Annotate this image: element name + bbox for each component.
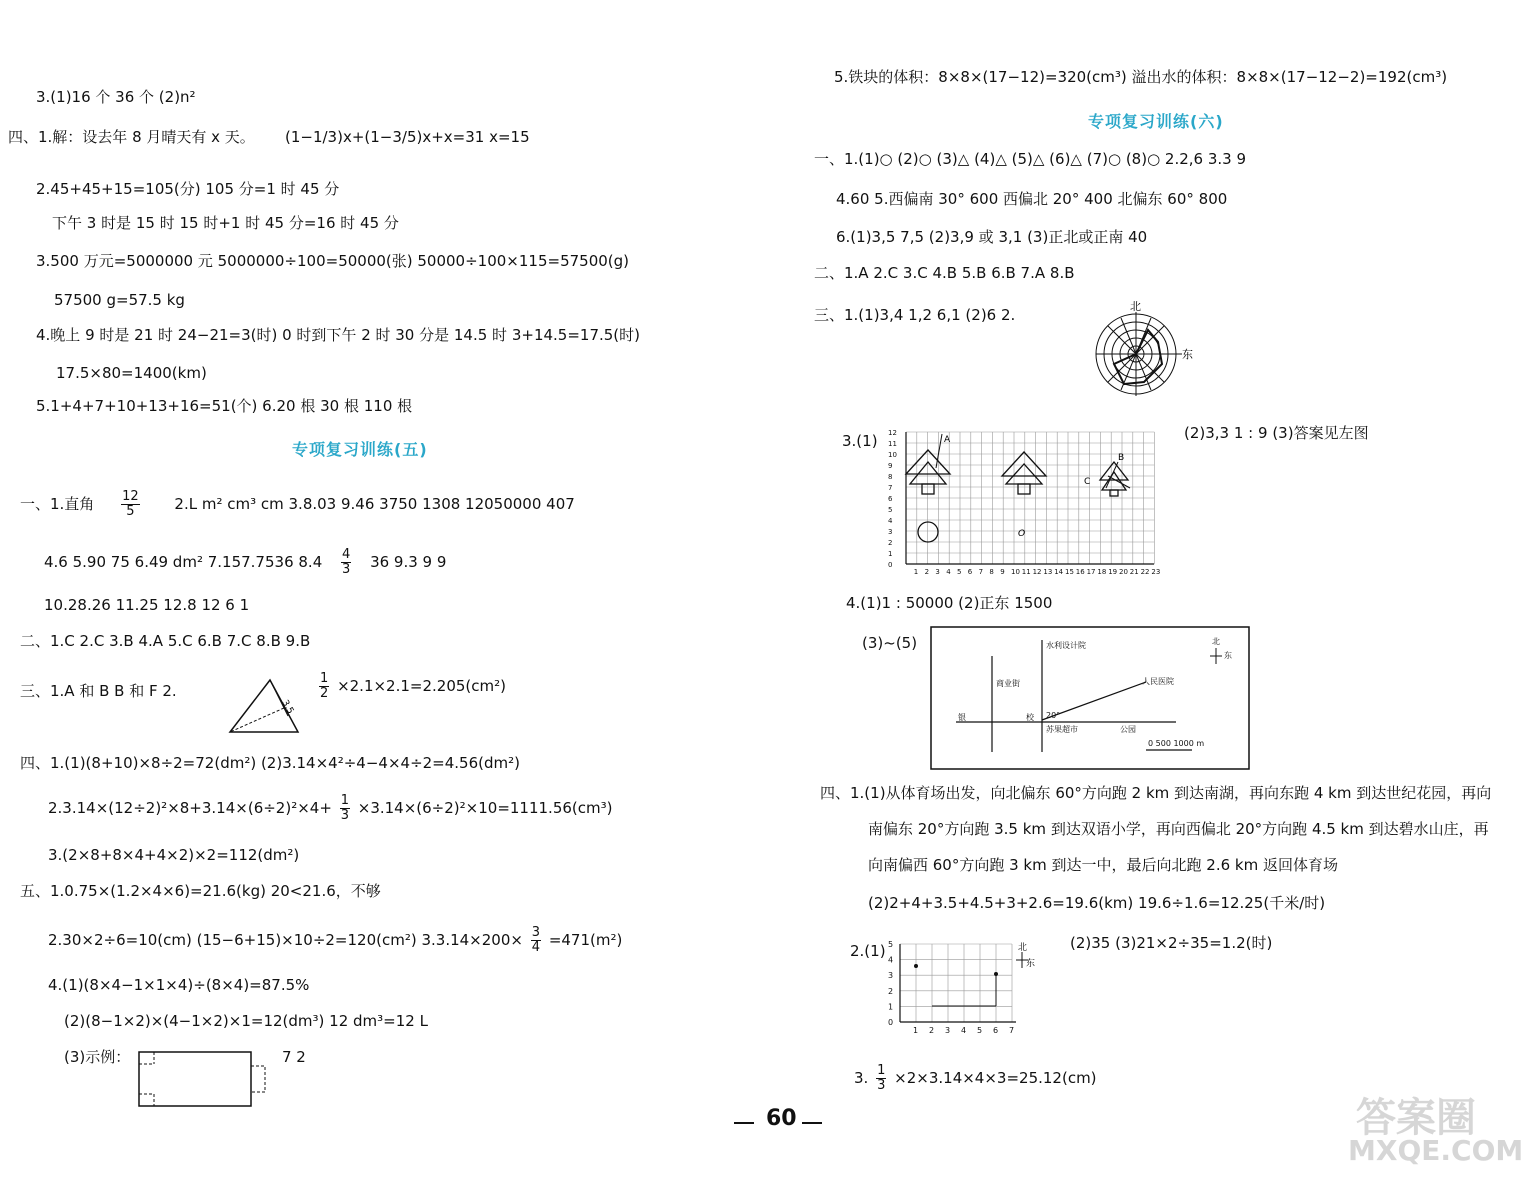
grid-x-tick: 22 bbox=[1140, 568, 1150, 576]
grid-x-tick: 1 bbox=[913, 568, 919, 576]
line-r1: 5.铁块的体积：8×8×(17−12)=320(cm³) 溢出水的体积：8×8×(17−12−2)=192(cm³) bbox=[834, 68, 1448, 86]
grid-y-tick: 4 bbox=[888, 517, 893, 525]
line-r7b: (2)3,3 1 : 9 (3)答案见左图 bbox=[1184, 424, 1369, 442]
line-m5b: $\frac{1}{2}$ ×2.1×2.1=2.205(cm²) bbox=[320, 671, 506, 701]
small-grid-north: 北 bbox=[1018, 943, 1028, 953]
grid-x-tick: 6 bbox=[967, 568, 973, 576]
grid-x-tick: 2 bbox=[924, 568, 930, 576]
small-grid-x-tick: 4 bbox=[961, 1026, 967, 1035]
grid-x-tick: 16 bbox=[1075, 568, 1085, 576]
map-park-label: 公园 bbox=[1120, 725, 1136, 734]
grid-x-tick: 15 bbox=[1065, 568, 1074, 576]
map-bank-label: 银 bbox=[958, 713, 966, 722]
small-grid-x-tick: 2 bbox=[929, 1026, 935, 1035]
heading-six: 专项复习训练(六) bbox=[1088, 112, 1224, 131]
small-grid-y-tick: 1 bbox=[888, 1002, 894, 1012]
line-m3: 10.28.26 11.25 12.8 12 6 1 bbox=[44, 596, 250, 614]
map-mall-label: 苏果超市 bbox=[1046, 725, 1078, 734]
grid-x-tick: 4 bbox=[946, 568, 951, 576]
polar-diagram bbox=[1096, 302, 1192, 400]
heading-five: 专项复习训练(五) bbox=[292, 440, 428, 459]
grid-y-tick: 12 bbox=[888, 429, 897, 437]
small-grid-y-tick: 3 bbox=[888, 971, 894, 981]
grid-x-tick: 23 bbox=[1151, 568, 1161, 576]
grid-label-o: O bbox=[1018, 529, 1026, 539]
fraction-3-4: $\frac{3}{4}$ bbox=[531, 925, 541, 955]
small-grid-y-tick: 0 bbox=[888, 1018, 894, 1027]
triangle-side-label: 3.5 bbox=[279, 698, 296, 716]
page-number: 60 bbox=[766, 1106, 797, 1131]
map-street-label: 商业街 bbox=[996, 679, 1020, 688]
line-m11: 4.(1)(8×4−1×1×4)÷(8×4)=87.5% bbox=[48, 976, 310, 994]
watermark-site: MXQE.COM bbox=[1348, 1134, 1524, 1167]
grid-x-tick: 10 bbox=[1011, 568, 1020, 576]
line-m6: 四、1.(1)(8+10)×8÷2=72(dm²) (2)3.14×4²÷4−4×4÷2=4.56(dm²) bbox=[20, 754, 520, 772]
grid-y-tick: 3 bbox=[888, 528, 893, 536]
grid-y-tick: 9 bbox=[888, 462, 893, 470]
grid-y-tick: 0 bbox=[888, 561, 893, 569]
line-m5a: 三、1.A 和 B B 和 F 2. bbox=[20, 682, 177, 700]
small-grid-east: 东 bbox=[1026, 959, 1036, 969]
line-m9: 五、1.0.75×(1.2×4×6)=21.6(kg) 20<21.6，不够 bbox=[20, 882, 381, 900]
grid-x-tick: 19 bbox=[1108, 568, 1118, 576]
map-figure bbox=[930, 626, 1252, 772]
line-m10: 2.30×2÷6=10(cm) (15−6+15)×10÷2=120(cm²) 3.3.14×200× $\frac{3}{4}$ =471(m²) bbox=[48, 925, 623, 955]
line-m4: 二、1.C 2.C 3.B 4.A 5.C 6.B 7.C 8.B 9.B bbox=[20, 632, 311, 650]
grid-x-tick: 20 bbox=[1119, 568, 1128, 576]
line-r2: 一、1.(1)○ (2)○ (3)△ (4)△ (5)△ (6)△ (7)○ (8)○ 2.2,6 3.3 9 bbox=[814, 150, 1247, 168]
line-m13b: 7 2 bbox=[282, 1048, 306, 1066]
triangle-figure bbox=[226, 676, 302, 738]
small-grid-x-tick: 5 bbox=[977, 1026, 983, 1035]
grid-y-tick: 1 bbox=[888, 550, 893, 558]
small-grid-x-tick: 1 bbox=[913, 1026, 919, 1035]
line-l5: 3.500 万元=5000000 元 5000000÷100=50000(张) 50000÷100×115=57500(g) bbox=[36, 252, 630, 270]
line-r3: 4.60 5.西偏南 30° 600 西偏北 20° 400 北偏东 60° 800 bbox=[836, 190, 1228, 208]
line-r9: (3)~(5) bbox=[862, 634, 918, 652]
map-east-label: 东 bbox=[1224, 651, 1232, 660]
grid-label-c: C bbox=[1084, 477, 1091, 487]
fraction-12-5: $\frac{12}{5}$ bbox=[122, 489, 139, 519]
line-l7: 4.晚上 9 时是 21 时 24−21=3(时) 0 时到下午 2 时 30 分是 14.5 时 3+14.5=17.5(时) bbox=[36, 326, 641, 344]
line-l8: 17.5×80=1400(km) bbox=[56, 364, 207, 382]
map-hospital-label: 人民医院 bbox=[1142, 677, 1174, 686]
small-grid-figure bbox=[880, 940, 1036, 1036]
grid-y-tick: 6 bbox=[888, 495, 893, 503]
small-grid-x-tick: 3 bbox=[945, 1026, 951, 1035]
grid-y-tick: 2 bbox=[888, 539, 893, 547]
watermark-logo: 答案圈 bbox=[1356, 1095, 1476, 1141]
line-m2: 4.6 5.90 75 6.49 dm² 7.157.7536 8.4 $\frac{4}{3}$ 36 9.3 9 9 bbox=[44, 547, 447, 577]
footer-dash-left bbox=[734, 1122, 754, 1124]
grid-y-tick: 8 bbox=[888, 473, 893, 481]
small-grid-x-tick: 6 bbox=[993, 1026, 999, 1035]
line-r8: 4.(1)1 : 50000 (2)正东 1500 bbox=[846, 594, 1053, 612]
line-r14a: 2.(1) bbox=[850, 942, 886, 960]
line-l2a: 四、1.解：设去年 8 月晴天有 x 天。 bbox=[8, 128, 255, 146]
grid-x-tick: 7 bbox=[978, 568, 984, 576]
line-r14b: (2)35 (3)21×2÷35=1.2(时) bbox=[1070, 934, 1273, 952]
map-north-label: 北 bbox=[1212, 637, 1220, 646]
grid-y-tick: 11 bbox=[888, 440, 897, 448]
line-r6: 三、1.(1)3,4 1,2 6,1 (2)6 2. bbox=[814, 306, 1016, 324]
fraction-1-2: $\frac{1}{2}$ bbox=[320, 671, 329, 701]
line-r5: 二、1.A 2.C 3.C 4.B 5.B 6.B 7.A 8.B bbox=[814, 264, 1075, 282]
small-grid-x-tick: 7 bbox=[1009, 1026, 1015, 1035]
polar-north-label: 北 bbox=[1130, 300, 1141, 313]
small-grid-y-tick: 4 bbox=[888, 955, 894, 965]
line-r12: 向南偏西 60°方向跑 3 km 到达一中，最后向北跑 2.6 km 返回体育场 bbox=[868, 856, 1338, 874]
small-grid-y-tick: 5 bbox=[888, 940, 894, 949]
map-degree-label: 20° bbox=[1046, 711, 1061, 720]
grid-x-tick: 17 bbox=[1086, 568, 1096, 576]
grid-x-tick: 13 bbox=[1043, 568, 1053, 576]
line-l3: 2.45+45+15=105(分) 105 分=1 时 45 分 bbox=[36, 180, 340, 198]
line-r10: 四、1.(1)从体育场出发，向北偏东 60°方向跑 2 km 到达南湖，再向东跑 4 km 到达世纪花园，再向 bbox=[820, 784, 1492, 802]
line-l6: 57500 g=57.5 kg bbox=[54, 291, 185, 309]
line-m8: 3.(2×8+8×4+4×2)×2=112(dm²) bbox=[48, 846, 300, 864]
line-r11: 南偏东 20°方向跑 3.5 km 到达双语小学，再向西偏北 20°方向跑 4.5 km 到达碧水山庄，再 bbox=[868, 820, 1489, 838]
grid-label-a: A bbox=[944, 435, 951, 445]
grid-x-tick: 18 bbox=[1097, 568, 1107, 576]
grid-x-tick: 12 bbox=[1032, 568, 1042, 576]
grid-y-tick: 10 bbox=[888, 451, 897, 459]
line-l2b: (1−1/3)x+(1−3/5)x+x=31 x=15 bbox=[285, 128, 530, 146]
line-r7a: 3.(1) bbox=[842, 432, 878, 450]
grid-x-tick: 5 bbox=[957, 568, 962, 576]
line-l9: 5.1+4+7+10+13+16=51(个) 6.20 根 30 根 110 根 bbox=[36, 397, 413, 415]
small-grid-y-tick: 2 bbox=[888, 986, 894, 996]
line-m13a: (3)示例： bbox=[64, 1048, 131, 1066]
line-m7: 2.3.14×(12÷2)²×8+3.14×(6÷2)²×4+ $\frac{1}{3}$ ×3.14×(6÷2)²×10=1111.56(cm³) bbox=[48, 793, 613, 823]
grid-y-tick: 7 bbox=[888, 484, 893, 492]
footer-dash-right bbox=[802, 1122, 822, 1124]
line-l4: 下午 3 时是 15 时 15 时+1 时 45 分=16 时 45 分 bbox=[52, 214, 399, 232]
map-school-label: 校 bbox=[1026, 713, 1034, 722]
box-net-figure bbox=[134, 1048, 270, 1110]
line-r4: 6.(1)3,5 7,5 (2)3,9 或 3,1 (3)正北或正南 40 bbox=[836, 228, 1148, 246]
map-scale-label: 0 500 1000 m bbox=[1148, 739, 1205, 748]
fraction-1-3: $\frac{1}{3}$ bbox=[340, 793, 349, 823]
grid-x-tick: 21 bbox=[1129, 568, 1139, 576]
polar-east-label: 东 bbox=[1182, 348, 1193, 361]
line-r15: 3. $\frac{1}{3}$ ×2×3.14×4×3=25.12(cm) bbox=[854, 1063, 1097, 1093]
grid-x-tick: 8 bbox=[989, 568, 994, 576]
line-l1: 3.(1)16 个 36 个 (2)n² bbox=[36, 88, 196, 106]
line-r13: (2)2+4+3.5+4.5+3+2.6=19.6(km) 19.6÷1.6=12.25(千米/时) bbox=[868, 894, 1326, 912]
grid-x-tick: 11 bbox=[1021, 568, 1031, 576]
coordinate-grid-figure bbox=[886, 428, 1166, 576]
grid-y-tick: 5 bbox=[888, 506, 893, 514]
grid-x-tick: 3 bbox=[935, 568, 940, 576]
fraction-4-3: $\frac{4}{3}$ bbox=[342, 547, 351, 577]
grid-label-b: B bbox=[1118, 453, 1125, 463]
fraction-1-3-r: $\frac{1}{3}$ bbox=[877, 1063, 886, 1093]
line-m12: (2)(8−1×2)×(4−1×2)×1=12(dm³) 12 dm³=12 L bbox=[64, 1012, 428, 1030]
map-water-label: 水利设计院 bbox=[1046, 641, 1086, 650]
grid-x-tick: 14 bbox=[1054, 568, 1064, 576]
grid-x-tick: 9 bbox=[1000, 568, 1005, 576]
line-m1: 一、1.直角 $\frac{12}{5}$ 2.L m² cm³ cm 3.8.03 9.46 3750 1308 12050000 407 bbox=[20, 489, 575, 519]
